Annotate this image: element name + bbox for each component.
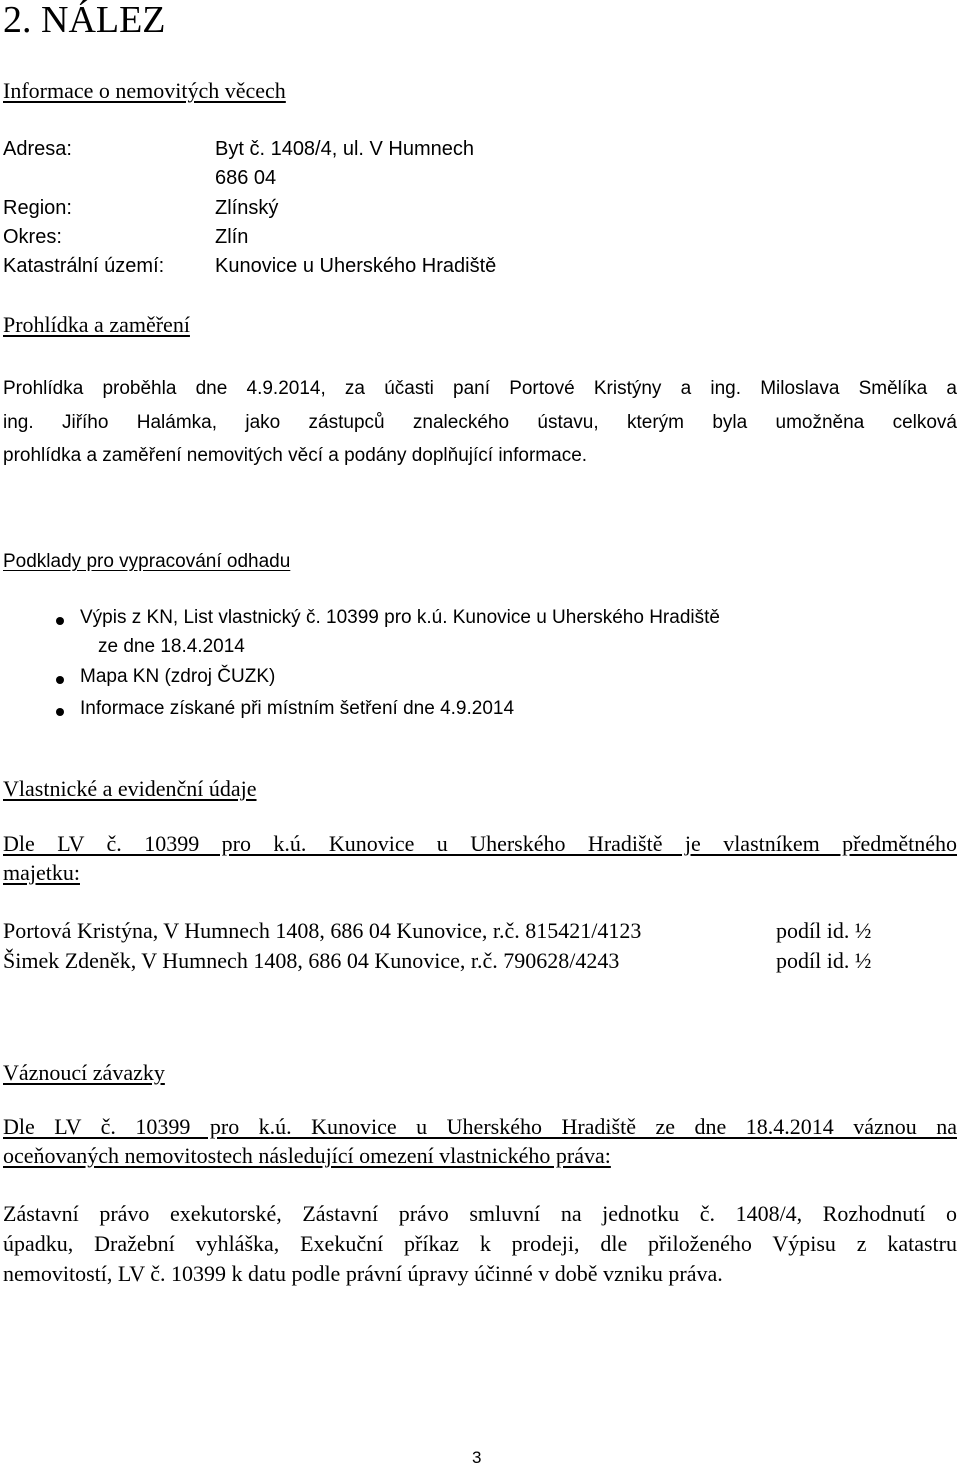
source-item-map: Mapa KN (zdroj ČUZK) <box>80 666 276 687</box>
value-cadastral-area: Kunovice u Uherského Hradiště <box>215 255 497 277</box>
owner-row-1: Portová Kristýna, V Humnech 1408, 686 04 Kunovice, r.č. 815421/4123 <box>3 918 642 943</box>
bullet-icon <box>56 708 64 716</box>
inspection-paragraph-line-3: prohlídka a zaměření nemovitých věcí a podány doplňující informace. <box>3 445 588 466</box>
section-heading-encumbrances: Váznoucí závazky <box>3 1060 165 1085</box>
value-region: Zlínský <box>215 197 279 219</box>
source-item-lv-date: ze dne 18.4.2014 <box>98 636 245 657</box>
value-address: Byt č. 1408/4, ul. V Humnech <box>215 138 475 160</box>
page-number: 3 <box>472 1448 482 1467</box>
section-heading-inspection: Prohlídka a zaměření <box>3 312 190 337</box>
bullet-icon <box>56 676 64 684</box>
section-heading-property-info: Informace o nemovitých věcech <box>3 78 286 103</box>
owner-row-2: Šimek Zdeněk, V Humnech 1408, 686 04 Kunovice, r.č. 790628/4243 <box>3 948 620 973</box>
label-address: Adresa: <box>3 138 72 160</box>
encumbrance-body-line-2: úpadku, Dražební vyhláška, Exekuční příkaz k prodeji, dle přiloženého Výpisu z katastru <box>3 1231 957 1256</box>
section-heading-ownership: Vlastnické a evidenční údaje <box>3 776 257 801</box>
label-district: Okres: <box>3 226 62 248</box>
owner-share-1: podíl id. ½ <box>776 918 872 943</box>
encumbrance-body-line-3: nemovitostí, LV č. 10399 k datu podle právní úpravy účinné v době vzniku práva. <box>3 1261 723 1286</box>
label-cadastral-area: Katastrální území: <box>3 255 165 277</box>
owner-share-2: podíl id. ½ <box>776 948 872 973</box>
source-item-lv: Výpis z KN, List vlastnický č. 10399 pro k.ú. Kunovice u Uherského Hradiště <box>80 607 720 628</box>
bullet-icon <box>56 617 64 625</box>
encumbrance-body-line-1: Zástavní právo exekutorské, Zástavní právo smluvní na jednotku č. 1408/4, Rozhodnutí o <box>3 1201 957 1226</box>
encumbrance-intro-line-2: oceňovaných nemovitostech následující omezení vlastnického práva: <box>3 1143 611 1168</box>
value-district: Zlín <box>215 226 249 248</box>
label-region: Region: <box>3 197 72 219</box>
source-item-onsite: Informace získané při místním šetření dne 4.9.2014 <box>80 698 515 719</box>
ownership-intro-line-1: Dle LV č. 10399 pro k.ú. Kunovice u Uherského Hradiště je vlastníkem předmětného <box>3 831 957 856</box>
chapter-title: 2. NÁLEZ <box>3 0 166 41</box>
value-postal-code: 686 04 <box>215 167 277 189</box>
section-heading-sources: Podklady pro vypracování odhadu <box>3 551 291 572</box>
inspection-paragraph-line-2: ing. Jiřího Halámka, jako zástupců znaleckého ústavu, kterým byla umožněna celková <box>3 412 957 433</box>
ownership-intro-line-2: majetku: <box>3 860 80 885</box>
inspection-paragraph-line-1: Prohlídka proběhla dne 4.9.2014, za účasti paní Portové Kristýny a ing. Miloslava Smělíka a <box>3 378 957 399</box>
encumbrance-intro-line-1: Dle LV č. 10399 pro k.ú. Kunovice u Uherského Hradiště ze dne 18.4.2014 váznou na <box>3 1114 957 1139</box>
